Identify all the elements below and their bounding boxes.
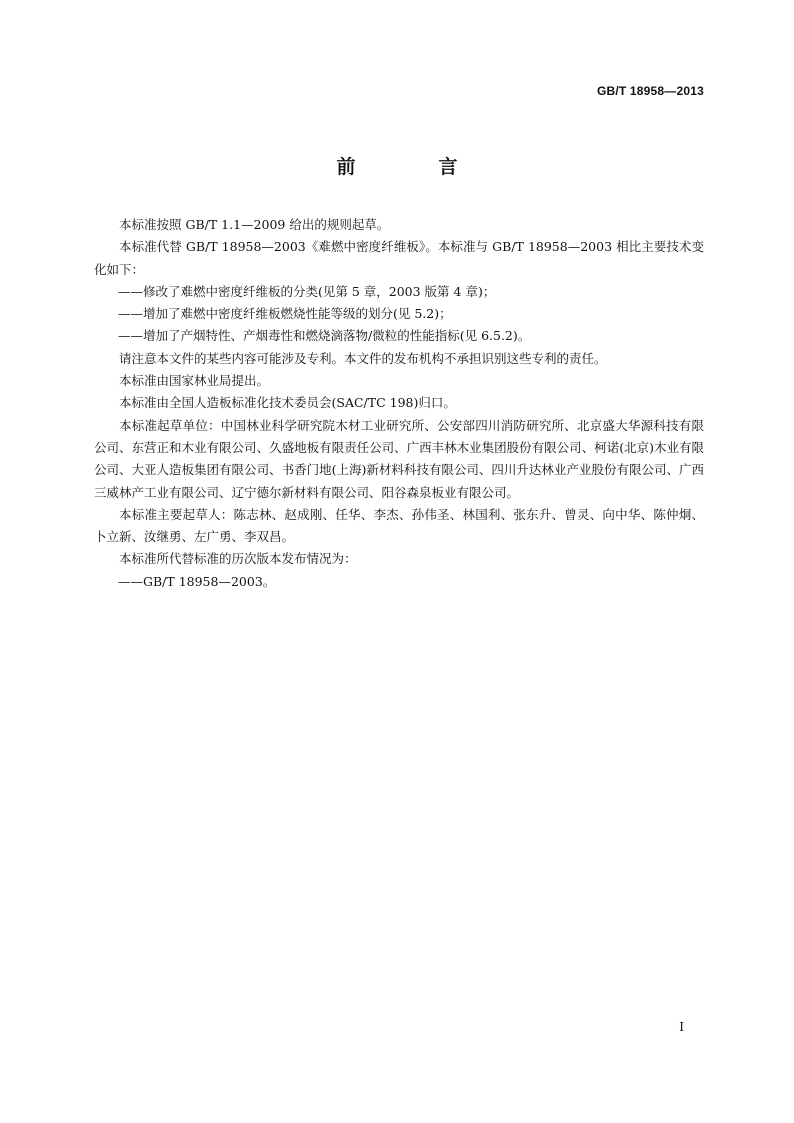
paragraph-committee: 本标准由全国人造板标准化技术委员会(SAC/TC 198)归口。 [119, 395, 456, 411]
standard-code-header: GB/T 18958—2013 [596, 84, 704, 98]
history-item: ——GB/T 18958—2003。 [118, 573, 276, 589]
page-title: 前 言 [336, 156, 490, 178]
change-item: ——修改了难燃中密度纤维板的分类(见第 5 章，2003 版第 4 章)； [118, 283, 496, 299]
paragraph-patent-notice: 请注意本文件的某些内容可能涉及专利。本文件的发布机构不承担识别这些专利的责任。 [119, 350, 607, 366]
change-item: ——增加了产烟特性、产烟毒性和燃烧滴落物/微粒的性能指标(见 6.5.2)。 [118, 328, 531, 344]
paragraph-drafting-rules: 本标准按照 GB/T 1.1—2009 给出的规则起草。 [119, 217, 390, 232]
paragraph-replacement: 本标准代替 GB/T 18958—2003《难燃中密度纤维板》。本标准与 GB/T 18958—2003 相比主要技术变化如下： [94, 239, 704, 277]
paragraph-history-intro: 本标准所代替标准的历次版本发布情况为： [119, 551, 357, 567]
page-number: I [679, 1020, 684, 1034]
paragraph-proposer: 本标准由国家林业局提出。 [119, 373, 270, 389]
paragraph-drafters: 本标准主要起草人：陈志林、赵成刚、任华、李杰、孙伟圣、林国利、张东升、曾灵、向中华、陈仲炯、卜立新、汝继勇、左广勇、李双昌。 [94, 506, 704, 545]
paragraph-drafting-units: 本标准起草单位：中国林业科学研究院木材工业研究所、公安部四川消防研究所、北京盛大华源科技有限公司、东营正和木业有限公司、久盛地板有限责任公司、广西丰林木业集团股份有限公司、柯诺(北京)木业有限公司、大亚人造板集团有限公司、书香门地(上海)新材料科技有限公司、四川升达林业产业股份有限公司、广西三威林产工业有限公司、辽宁德尔新材料有限公司、阳谷森泉板业有限公司。 [94, 417, 704, 500]
foreword-body [94, 214, 704, 593]
change-item: ——增加了难燃中密度纤维板燃烧性能等级的划分(见 5.2)； [118, 306, 452, 322]
